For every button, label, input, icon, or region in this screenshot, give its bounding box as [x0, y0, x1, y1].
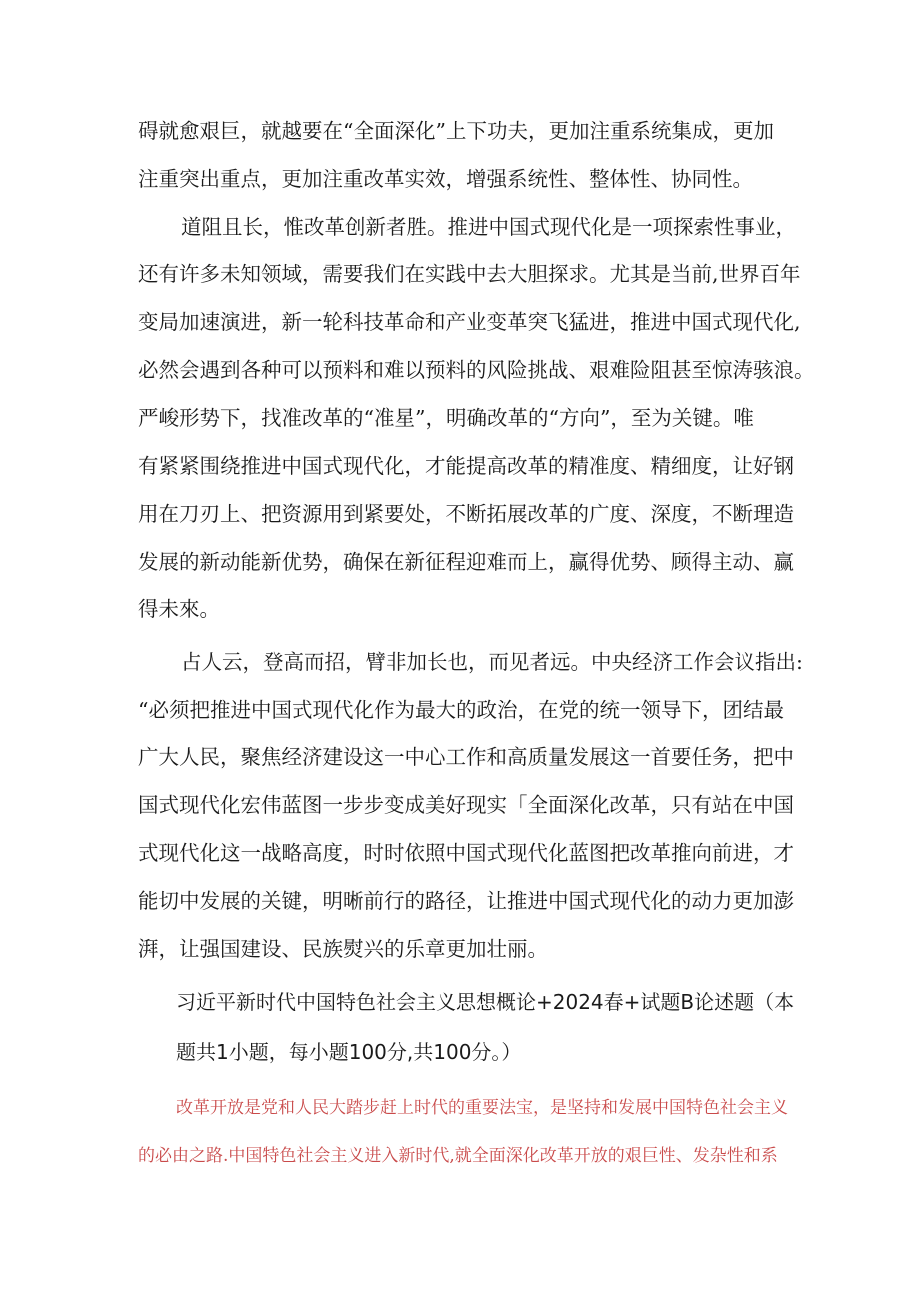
- body-text-line: 还有许多未知领域，需要我们在实践中去大胆探求。尤其是当前,世界百年: [138, 262, 801, 286]
- body-text-line: 发展的新动能新优势，确保在新征程迎难而上，赢得优势、顾得主动、赢: [138, 550, 794, 574]
- body-text-line: 必然会遇到各种可以预料和难以预料的风险挑战、艰难险阻甚至惊涛骇浪。: [138, 358, 815, 382]
- answer-text-line: 改革开放是党和人民大踏步赶上时代的重要法宝，是坚持和发展中国特色社会主义: [176, 1098, 788, 1118]
- question-heading-line: 习近平新时代中国特色社会主义思想概论+2024春+试题B论述题（本: [176, 990, 795, 1014]
- body-text-line: 注重突出重点，更加注重改革实效，增强系统性、整体性、协同性。: [138, 167, 753, 191]
- body-text-line: 国式现代化宏伟蓝图一步步变成美好现实「全面深化改革，只有站在中国: [138, 793, 794, 817]
- body-text-line: 碍就愈艰巨，就越要在“全面深化”上下功夫，更加注重系统集成，更加: [138, 119, 774, 143]
- body-text-line: 严峻形势下，找准改革的“准星”，明确改革的“方向”，至为关键。唯: [138, 406, 754, 430]
- body-text-line: “必须把推进中国式现代化作为最大的政治，在党的统一领导下，团结最: [138, 698, 784, 722]
- body-text-line: 有紧紧围绕推进中国式现代化，才能提高改革的精准度、精细度，让好钢: [138, 454, 794, 478]
- body-text-line: 湃，让强国建设、民族熨兴的乐章更加壮丽。: [138, 937, 548, 961]
- body-text-line: 式现代化这一战略高度，时时依照中国式现代化蓝图把改革推向前进，才: [138, 841, 794, 865]
- body-text-line: 占人云，登高而招，臂非加长也，而见者远。中央经济工作会议指出:: [181, 650, 803, 674]
- question-heading-line: 题共1小题，每小题100分,共100分。）: [176, 1040, 522, 1064]
- body-text-line: 变局加速演进，新一轮科技革命和产业变革突飞猛进，推进中国式现代化,: [138, 310, 801, 334]
- answer-text-line: 的必由之路.中国特色社会主义进入新时代,就全面深化改革开放的艰巨性、发杂性和系: [138, 1146, 778, 1166]
- body-text-line: 能切中发展的关键，明晰前行的路径，让推进中国式现代化的动力更加澎: [138, 889, 794, 913]
- body-text-line: 得未來。: [138, 597, 220, 621]
- body-text-line: 用在刀刃上、把资源用到紧要处，不断拓展改革的广度、深度，不断理造: [138, 502, 794, 526]
- body-text-line: 广大人民，聚焦经济建设这一中心工作和高质量发展这一首要任务，把中: [138, 745, 794, 769]
- body-text-line: 道阻且长，惟改革创新者胜。推进中国式现代化是一项探索性事业，: [181, 215, 796, 239]
